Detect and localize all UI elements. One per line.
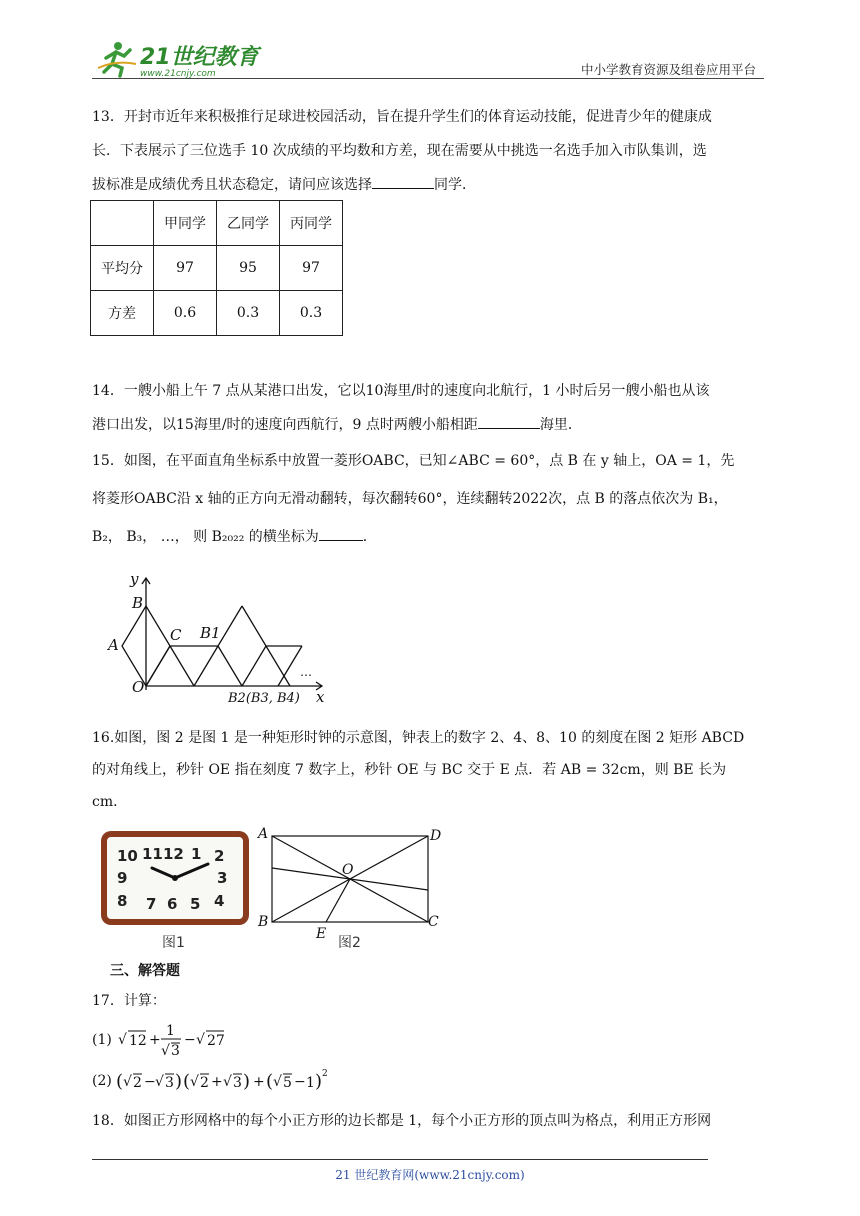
svg-text:C: C	[428, 914, 439, 930]
svg-text:2: 2	[200, 1075, 210, 1091]
svg-text:27: 27	[207, 1033, 226, 1049]
label-B2: B2(B3, B4)	[228, 691, 300, 706]
svg-text:(: (	[183, 1071, 191, 1092]
svg-text:3: 3	[165, 1075, 175, 1091]
q17-part2: (2) ( √ 2 − √ 3 ) ( √ 2 + √ 3 ) + ( √ 5 − 1 ) 2	[92, 1069, 329, 1092]
answer-blank-14	[478, 414, 540, 429]
question-14: 14．一艘小船上午 7 点从某港口出发，它以10海里/时的速度向北航行，1 小时后另一艘小船也从该 港口出发，以15海里/时的速度向西航行，9 点时两艘小船相距 海里．	[92, 383, 710, 433]
svg-text:9: 9	[117, 869, 128, 887]
svg-text:2: 2	[133, 1075, 143, 1091]
svg-text:−: −	[144, 1074, 157, 1090]
question-18: 18．如图正方形网格中的每个小正方形的边长都是 1，每个小正方形的顶点叫为格点，利用正方形网	[92, 1113, 712, 1129]
svg-text:): )	[315, 1071, 323, 1092]
svg-text:D: D	[430, 828, 442, 844]
question-13: 13．开封市近年来积极推行足球进校园活动，旨在提升学生们的体育运动技能，促进青少年的健康成 长．下表展示了三位选手 10 次成绩的平均数和方差，现在需要从中挑选一名选手加入市队集训，选 拔标准是成绩优秀且状态稳定，请问应该选择 同学．	[92, 109, 712, 193]
label-C: C	[170, 626, 182, 644]
svg-text:8: 8	[117, 892, 128, 910]
svg-text:2: 2	[322, 1069, 329, 1079]
svg-text:+: +	[253, 1074, 266, 1090]
svg-text:√: √	[273, 1074, 283, 1090]
question-16: 16.如图，图 2 是图 1 是一种矩形时钟的示意图，钟表上的数字 2、4、8、10 的刻度在图 2 矩形 ABCD 的对角线上，秒针 OE 指在刻度 7 数字上，秒针 OE 与 BC 交于 E 点．若 AB = 32cm，则 BE 长为 cm．	[92, 730, 745, 810]
question-17: 17．计算：	[92, 993, 166, 1009]
svg-text:√: √	[155, 1074, 165, 1090]
svg-text:1: 1	[166, 1023, 176, 1039]
header-platform-text: 中小学教育资源及组卷应用平台	[580, 62, 756, 77]
answer-blank-15	[319, 526, 363, 541]
svg-text:11: 11	[142, 845, 163, 863]
site-logo	[96, 38, 266, 80]
svg-text:+: +	[149, 1032, 162, 1048]
svg-text:−: −	[294, 1074, 307, 1090]
answer-blank-13	[372, 174, 434, 189]
svg-text:−: −	[184, 1032, 197, 1048]
svg-text:O: O	[342, 862, 354, 878]
question-15: 15．如图，在平面直角坐标系中放置一菱形OABC，已知∠ABC = 60°，点 B 在 y 轴上，OA = 1，先 将菱形OABC沿 x 轴的正方向无滑动翻转，每次翻转60°，连续翻转2022次，点 B 的落点依次为 B₁， B₂， B₃， …， 则 B₂₀₂₂ 的横坐标为 ．	[92, 453, 735, 545]
svg-text:3: 3	[233, 1075, 243, 1091]
svg-text:5: 5	[190, 895, 201, 913]
footer-text: 21 世纪教育网(www.21cnjy.com)	[335, 1168, 525, 1182]
svg-text:12: 12	[163, 845, 184, 863]
svg-text:10: 10	[117, 847, 138, 865]
svg-text:3: 3	[217, 869, 228, 887]
footer-divider	[92, 1159, 708, 1160]
svg-text:): )	[243, 1071, 251, 1092]
svg-text:12: 12	[129, 1033, 148, 1049]
svg-text:4: 4	[214, 892, 225, 910]
label-B: B	[132, 594, 144, 612]
label-y: y	[130, 570, 139, 588]
svg-text:+: +	[211, 1074, 224, 1090]
table-header-row: 甲同学 乙同学 丙同学	[91, 201, 343, 246]
svg-text:√: √	[161, 1043, 171, 1058]
label-B1: B1	[200, 624, 221, 642]
rhombus-figure	[104, 568, 344, 706]
fig1-caption: 图1	[162, 935, 185, 951]
clock-figure	[100, 830, 250, 926]
label-O: O	[132, 678, 145, 696]
label-x: x	[316, 688, 325, 706]
svg-text:(: (	[266, 1071, 274, 1092]
svg-text:6: 6	[167, 895, 178, 913]
logo-text: 21世纪教育	[140, 45, 259, 70]
svg-text:(: (	[116, 1071, 124, 1092]
label-A: A	[108, 636, 119, 654]
svg-text:1: 1	[306, 1075, 316, 1091]
svg-text:√: √	[118, 1032, 128, 1048]
table-row: 平均分 97 95 97	[91, 246, 343, 291]
svg-text:E: E	[316, 926, 327, 942]
svg-text:1: 1	[191, 845, 202, 863]
svg-text:A: A	[258, 826, 269, 842]
svg-text:√: √	[123, 1074, 133, 1090]
svg-text:5: 5	[283, 1075, 293, 1091]
section-title: 三、解答题	[110, 963, 180, 979]
logo-url: www.21cnjy.com	[140, 69, 216, 79]
table-row: 方差 0.6 0.3 0.3	[91, 291, 343, 336]
svg-text:√: √	[196, 1032, 206, 1048]
q17-part1: (1) √ 12 + 1 √ 3 − √ 27	[92, 1023, 226, 1058]
svg-text:7: 7	[146, 895, 157, 913]
svg-text:): )	[175, 1071, 183, 1092]
runner-icon	[98, 42, 136, 76]
svg-text:B: B	[258, 914, 269, 930]
svg-text:2: 2	[214, 847, 225, 865]
svg-text:√: √	[223, 1074, 233, 1090]
label-ellipsis: …	[300, 665, 312, 679]
svg-text:√: √	[190, 1074, 200, 1090]
svg-text:3: 3	[171, 1043, 181, 1058]
rectangle-figure	[256, 826, 446, 944]
fig2-caption: 图2	[338, 935, 361, 951]
score-table	[90, 200, 343, 336]
header-divider	[92, 78, 764, 79]
